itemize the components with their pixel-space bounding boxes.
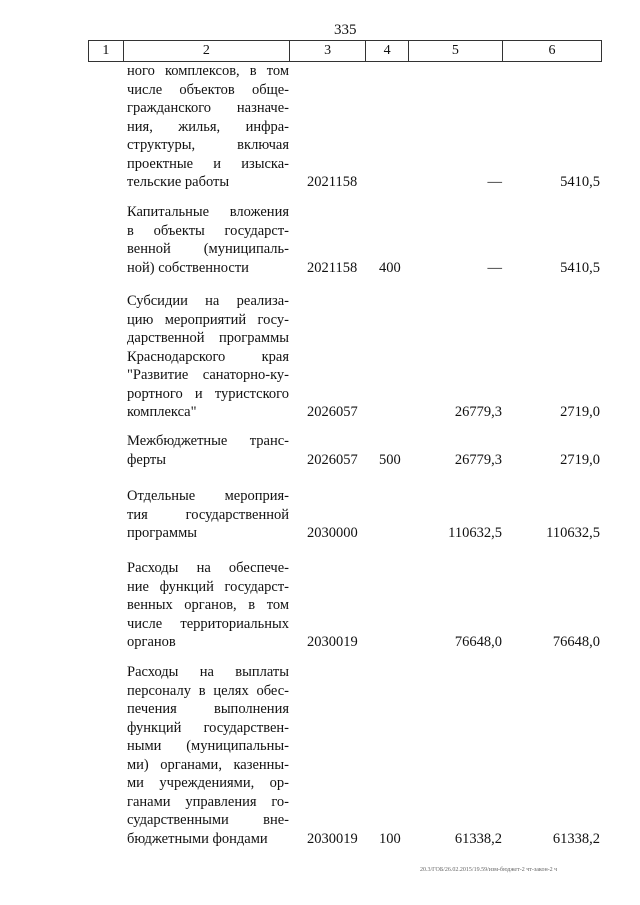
- code-cell: 2021158: [307, 259, 358, 276]
- value-col6: 61338,2: [552, 830, 600, 847]
- description-line: венной (муниципаль-: [127, 241, 289, 257]
- code-cell: 2030019: [307, 634, 358, 650]
- row-description: [127, 559, 289, 652]
- description-line: проектные и изыска-: [127, 155, 289, 172]
- description-line: тельские работы: [127, 174, 230, 190]
- description-line: Межбюджетные транс-: [127, 433, 289, 449]
- value-col6: 5410,5: [560, 259, 600, 276]
- row-description: [127, 663, 289, 848]
- code-cell: 2030000: [307, 525, 358, 541]
- description-line: числе объектов обще-: [127, 81, 289, 98]
- row-description: [127, 432, 289, 469]
- description-line: сударственными вне-: [127, 812, 289, 828]
- value-col5: 26779,3: [454, 404, 502, 420]
- value-col5: 61338,2: [454, 830, 502, 847]
- description-line: дарственной программы: [127, 330, 289, 346]
- description-line: ние функций государст-: [127, 578, 289, 595]
- description-line: гражданского назначе-: [127, 100, 289, 116]
- code-cell: 2030019: [307, 830, 358, 847]
- description-line: органов: [127, 634, 176, 650]
- row-description: [127, 62, 289, 192]
- value-col5: —: [487, 174, 502, 190]
- description-line: ного комплексов, в том: [127, 63, 289, 79]
- description-line: функций государствен-: [127, 719, 289, 736]
- value-col5: 110632,5: [448, 525, 502, 541]
- description-line: рортного и туристского: [127, 385, 289, 402]
- row-description: [127, 203, 289, 277]
- value-col6: 2719,0: [560, 451, 600, 468]
- table-header: [88, 40, 602, 62]
- description-line: ганами управления го-: [127, 793, 289, 810]
- row-description: [127, 292, 289, 422]
- description-line: Отдельные мероприя-: [127, 488, 289, 504]
- header-col-3: 3: [289, 41, 365, 61]
- code-cell: 2021158: [307, 174, 358, 190]
- description-line: ния, жилья, инфра-: [127, 118, 289, 135]
- description-line: комплекса": [127, 404, 197, 420]
- row-description: [127, 487, 289, 543]
- description-line: Капитальные вложения: [127, 204, 289, 220]
- code-cell: 2026057: [307, 451, 358, 468]
- header-col-4: 4: [365, 41, 408, 61]
- description-line: цию мероприятий госу-: [127, 311, 289, 328]
- value-col5: —: [487, 259, 502, 276]
- header-col-1: 1: [88, 41, 123, 61]
- description-line: ми) органами, казенны-: [127, 756, 289, 773]
- description-line: ферты: [127, 451, 166, 468]
- footer-stamp: 20.3/ГОБ/26.02.2015/19.59/изм-бюджет-2 чт-закон-2 ч: [420, 867, 558, 873]
- description-line: венных органов, в том: [127, 597, 289, 613]
- value-col6: 110632,5: [546, 525, 600, 541]
- description-line: ми учреждениями, ор-: [127, 775, 289, 791]
- value-col6: 2719,0: [560, 404, 600, 420]
- description-line: печения выполнения: [127, 701, 289, 717]
- description-line: ной) собственности: [127, 259, 249, 276]
- page-number: 335: [334, 22, 357, 38]
- description-line: Субсидии на реализа-: [127, 293, 289, 309]
- value-col5: 76648,0: [454, 634, 502, 650]
- description-line: ными (муниципальны-: [127, 738, 289, 754]
- description-line: "Развитие санаторно-ку-: [127, 367, 289, 383]
- type-cell: 400: [379, 259, 401, 276]
- description-line: программы: [127, 525, 197, 541]
- description-line: в объекты государст-: [127, 222, 289, 239]
- description-line: структуры, включая: [127, 137, 289, 153]
- description-line: тия государственной: [127, 506, 289, 523]
- description-line: Расходы на обеспече-: [127, 560, 289, 576]
- code-cell: 2026057: [307, 404, 358, 420]
- description-line: персоналу в целях обес-: [127, 682, 289, 699]
- header-col-2: 2: [123, 41, 289, 61]
- value-col6: 5410,5: [560, 174, 600, 190]
- type-cell: 500: [379, 451, 401, 468]
- description-line: Краснодарского края: [127, 348, 289, 365]
- type-cell: 100: [379, 830, 401, 847]
- value-col5: 26779,3: [454, 451, 502, 468]
- header-col-6: 6: [502, 41, 602, 61]
- description-line: бюджетными фондами: [127, 830, 268, 847]
- description-line: числе территориальных: [127, 615, 289, 632]
- header-col-5: 5: [408, 41, 502, 61]
- value-col6: 76648,0: [552, 634, 600, 650]
- description-line: Расходы на выплаты: [127, 664, 289, 680]
